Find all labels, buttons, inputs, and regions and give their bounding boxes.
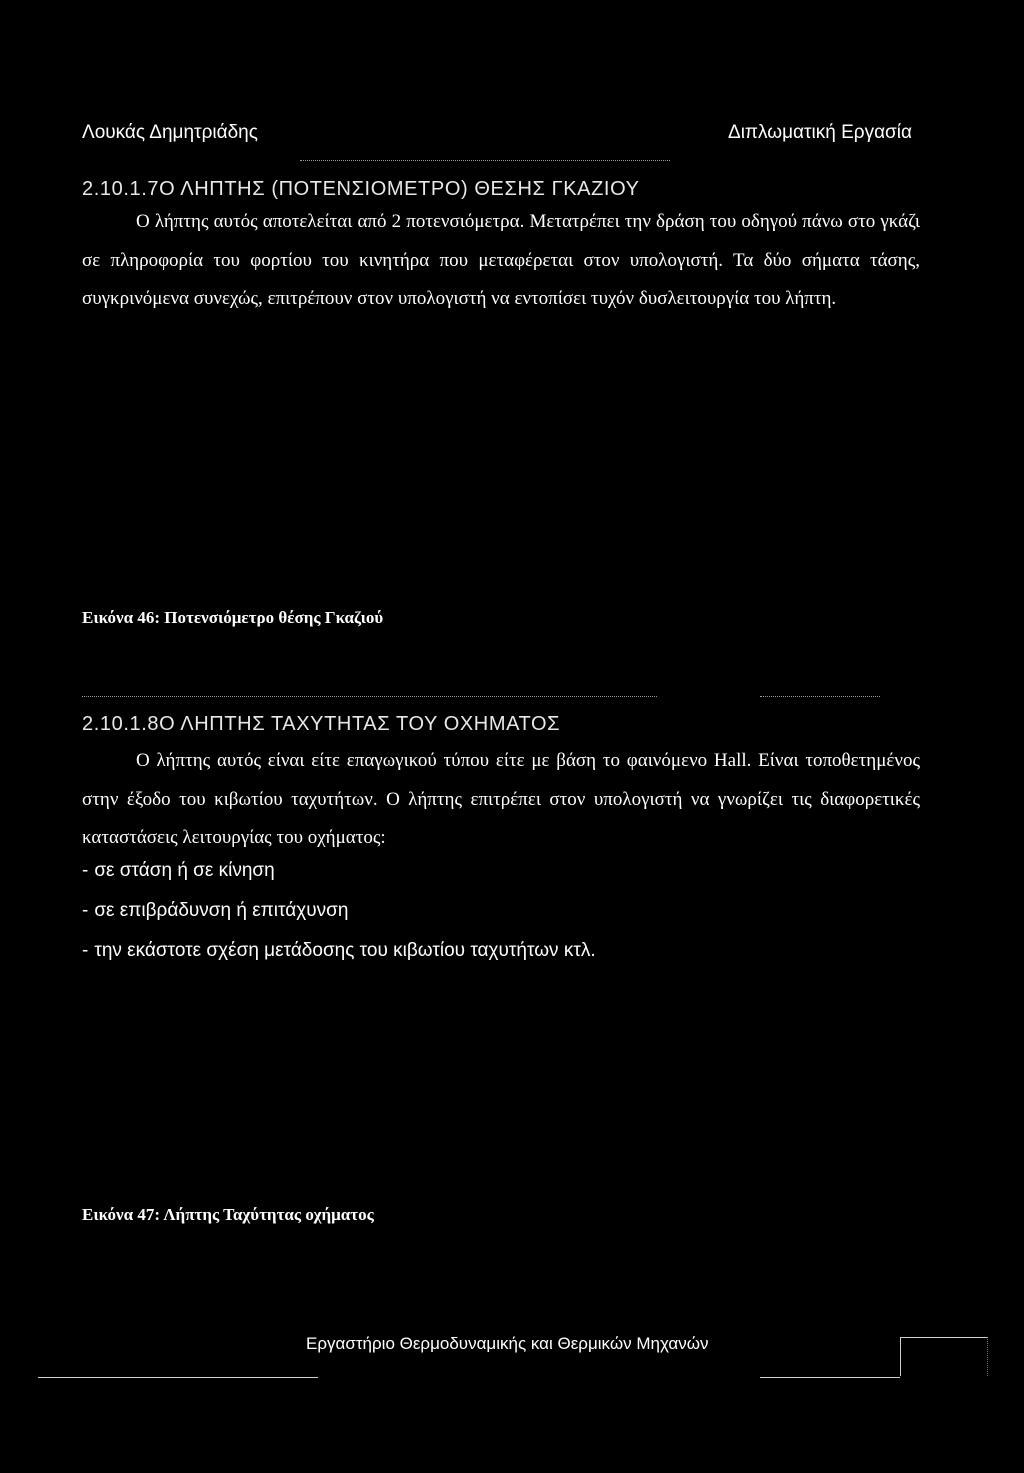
- section-paragraph-7: [82, 203, 920, 319]
- paragraph-text: Ο λήπτης αυτός είναι είτε επαγωγικού τύπου είτε με βάση το φαινόμενο Hall. Είναι τοποθετημένος στην έξοδο του κιβωτίου ταχυτήτων. Ο λήπτης επιτρέπει στον υπολογιστή να γνωρίζει τις διαφορετικές καταστάσεις λειτουργίας του οχήματος:: [82, 750, 920, 848]
- list-marker: -: [82, 860, 89, 881]
- section-divider: [82, 696, 657, 697]
- list-item: [82, 940, 596, 962]
- section-title-8: 2.10.1.8Ο ΛΗΠΤΗΣ ΤΑΧΥΤΗΤΑΣ ΤΟΥ ΟΧΗΜΑΤΟΣ: [82, 713, 561, 735]
- section-title-7: 2.10.1.7Ο ΛΗΠΤΗΣ (ΠΟΤΕΝΣΙΟΜΕΤΡΟ) ΘΕΣΗΣ ΓΚΑΖΙΟΥ: [82, 178, 640, 200]
- header-doc-type: Διπλωματική Εργασία: [728, 122, 912, 143]
- list-item: [82, 900, 348, 922]
- list-item-text: την εκάστοτε σχέση μετάδοσης του κιβωτίου ταχυτήτων κτλ.: [94, 940, 596, 961]
- footer-lab: Εργαστήριο Θερμοδυναμικής και Θερμικών Μηχανών: [306, 1334, 709, 1353]
- section-divider: [300, 160, 670, 161]
- list-item-text: σε στάση ή σε κίνηση: [94, 860, 275, 881]
- page-number-box: [900, 1337, 988, 1376]
- section-paragraph-8: [82, 742, 920, 858]
- header-author: Λουκάς Δημητριάδης: [82, 122, 258, 143]
- footer-rule: [760, 1377, 900, 1378]
- list-marker: -: [82, 900, 89, 921]
- figure-caption-46: Εικόνα 46: Ποτενσιόμετρο θέσης Γκαζιού: [82, 608, 384, 627]
- section-divider: [760, 696, 880, 697]
- list-marker: -: [82, 940, 89, 961]
- figure-caption-47: Εικόνα 47: Λήπτης Ταχύτητας οχήματος: [82, 1205, 374, 1224]
- paragraph-text: Ο λήπτης αυτός αποτελείται από 2 ποτενσιόμετρα. Μετατρέπει την δράση του οδηγού πάνω στο γκάζι σε πληροφορία του φορτίου του κινητήρα που μεταφέρεται στον υπολογιστή. Τα δύο σήματα τάσης, συγκρινόμενα συνεχώς, επιτρέπουν στον υπολογιστή να εντοπίσει τυχόν δυσλειτουργία του λήπτη.: [82, 211, 920, 309]
- footer-rule: [38, 1377, 318, 1378]
- list-item: [82, 860, 275, 882]
- list-item-text: σε επιβράδυνση ή επιτάχυνση: [94, 900, 349, 921]
